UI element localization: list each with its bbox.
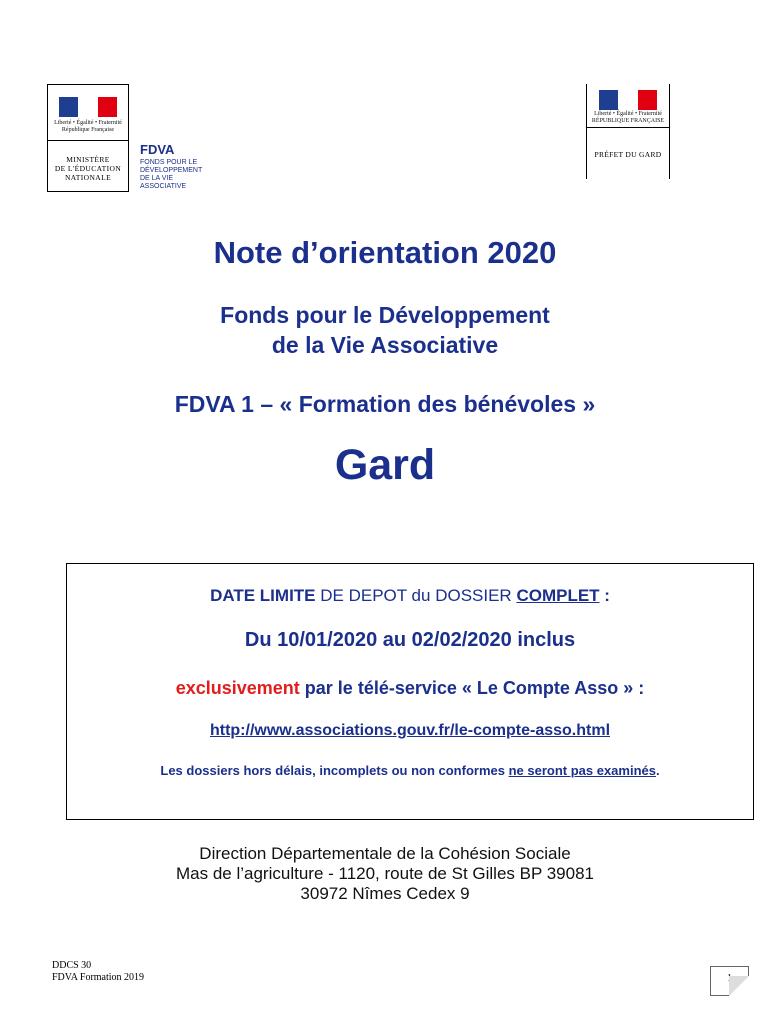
exclusive-channel: exclusivement par le télé-service « Le Compte Asso » : (175, 678, 645, 698)
page-title: Note d’orientation 2020 (213, 235, 557, 270)
page-subtitle: Fonds pour le Développement de la Vie Associative (220, 302, 550, 358)
deadline-box (66, 563, 754, 820)
page-number: 1 (710, 966, 749, 996)
department-heading: Gard (334, 441, 436, 489)
deadline-dates: Du 10/01/2020 au 02/02/2020 inclus (244, 629, 576, 651)
marianne-flag-icon (59, 97, 117, 117)
ministry-logo (47, 84, 129, 192)
motto-text: Liberté • Égalité • Fraternité RÉPUBLIQUE FRANÇAISE (591, 111, 665, 124)
fdva-logo-title: FDVA (140, 142, 175, 157)
late-files-note: Les dossiers hors délais, incomplets ou non conformes ne seront pas examinés. (160, 763, 660, 778)
footer-text: DDCS 30 FDVA Formation 2019 (52, 960, 145, 983)
motto-text: Liberté • Égalité • Fraternité République Française (54, 120, 122, 133)
ministry-name: MINISTÈRE DE L'ÉDUCATION NATIONALE (54, 155, 122, 182)
fdva-heading: FDVA 1 – « Formation des bénévoles » (174, 391, 596, 417)
prefecture-logo (586, 84, 670, 179)
prefet-label: PRÉFET DU GARD (594, 150, 662, 159)
fdva-logo-subtitle: FONDS POUR LE DÉVELOPPEMENT DE LA VIE ASSOCIATIVE (140, 159, 203, 190)
compte-asso-link[interactable]: http://www.associations.gouv.fr/le-compte-asso.html (209, 722, 611, 739)
page-fold-icon (729, 976, 749, 996)
marianne-flag-icon (599, 90, 657, 110)
deadline-label: DATE LIMITE DE DEPOT du DOSSIER COMPLET : (210, 586, 610, 605)
address-block: Direction Départementale de la Cohésion Sociale Mas de l’agriculture - 1120, route de St Gilles BP 39081 30972 Nîmes Cedex 9 (176, 844, 594, 903)
